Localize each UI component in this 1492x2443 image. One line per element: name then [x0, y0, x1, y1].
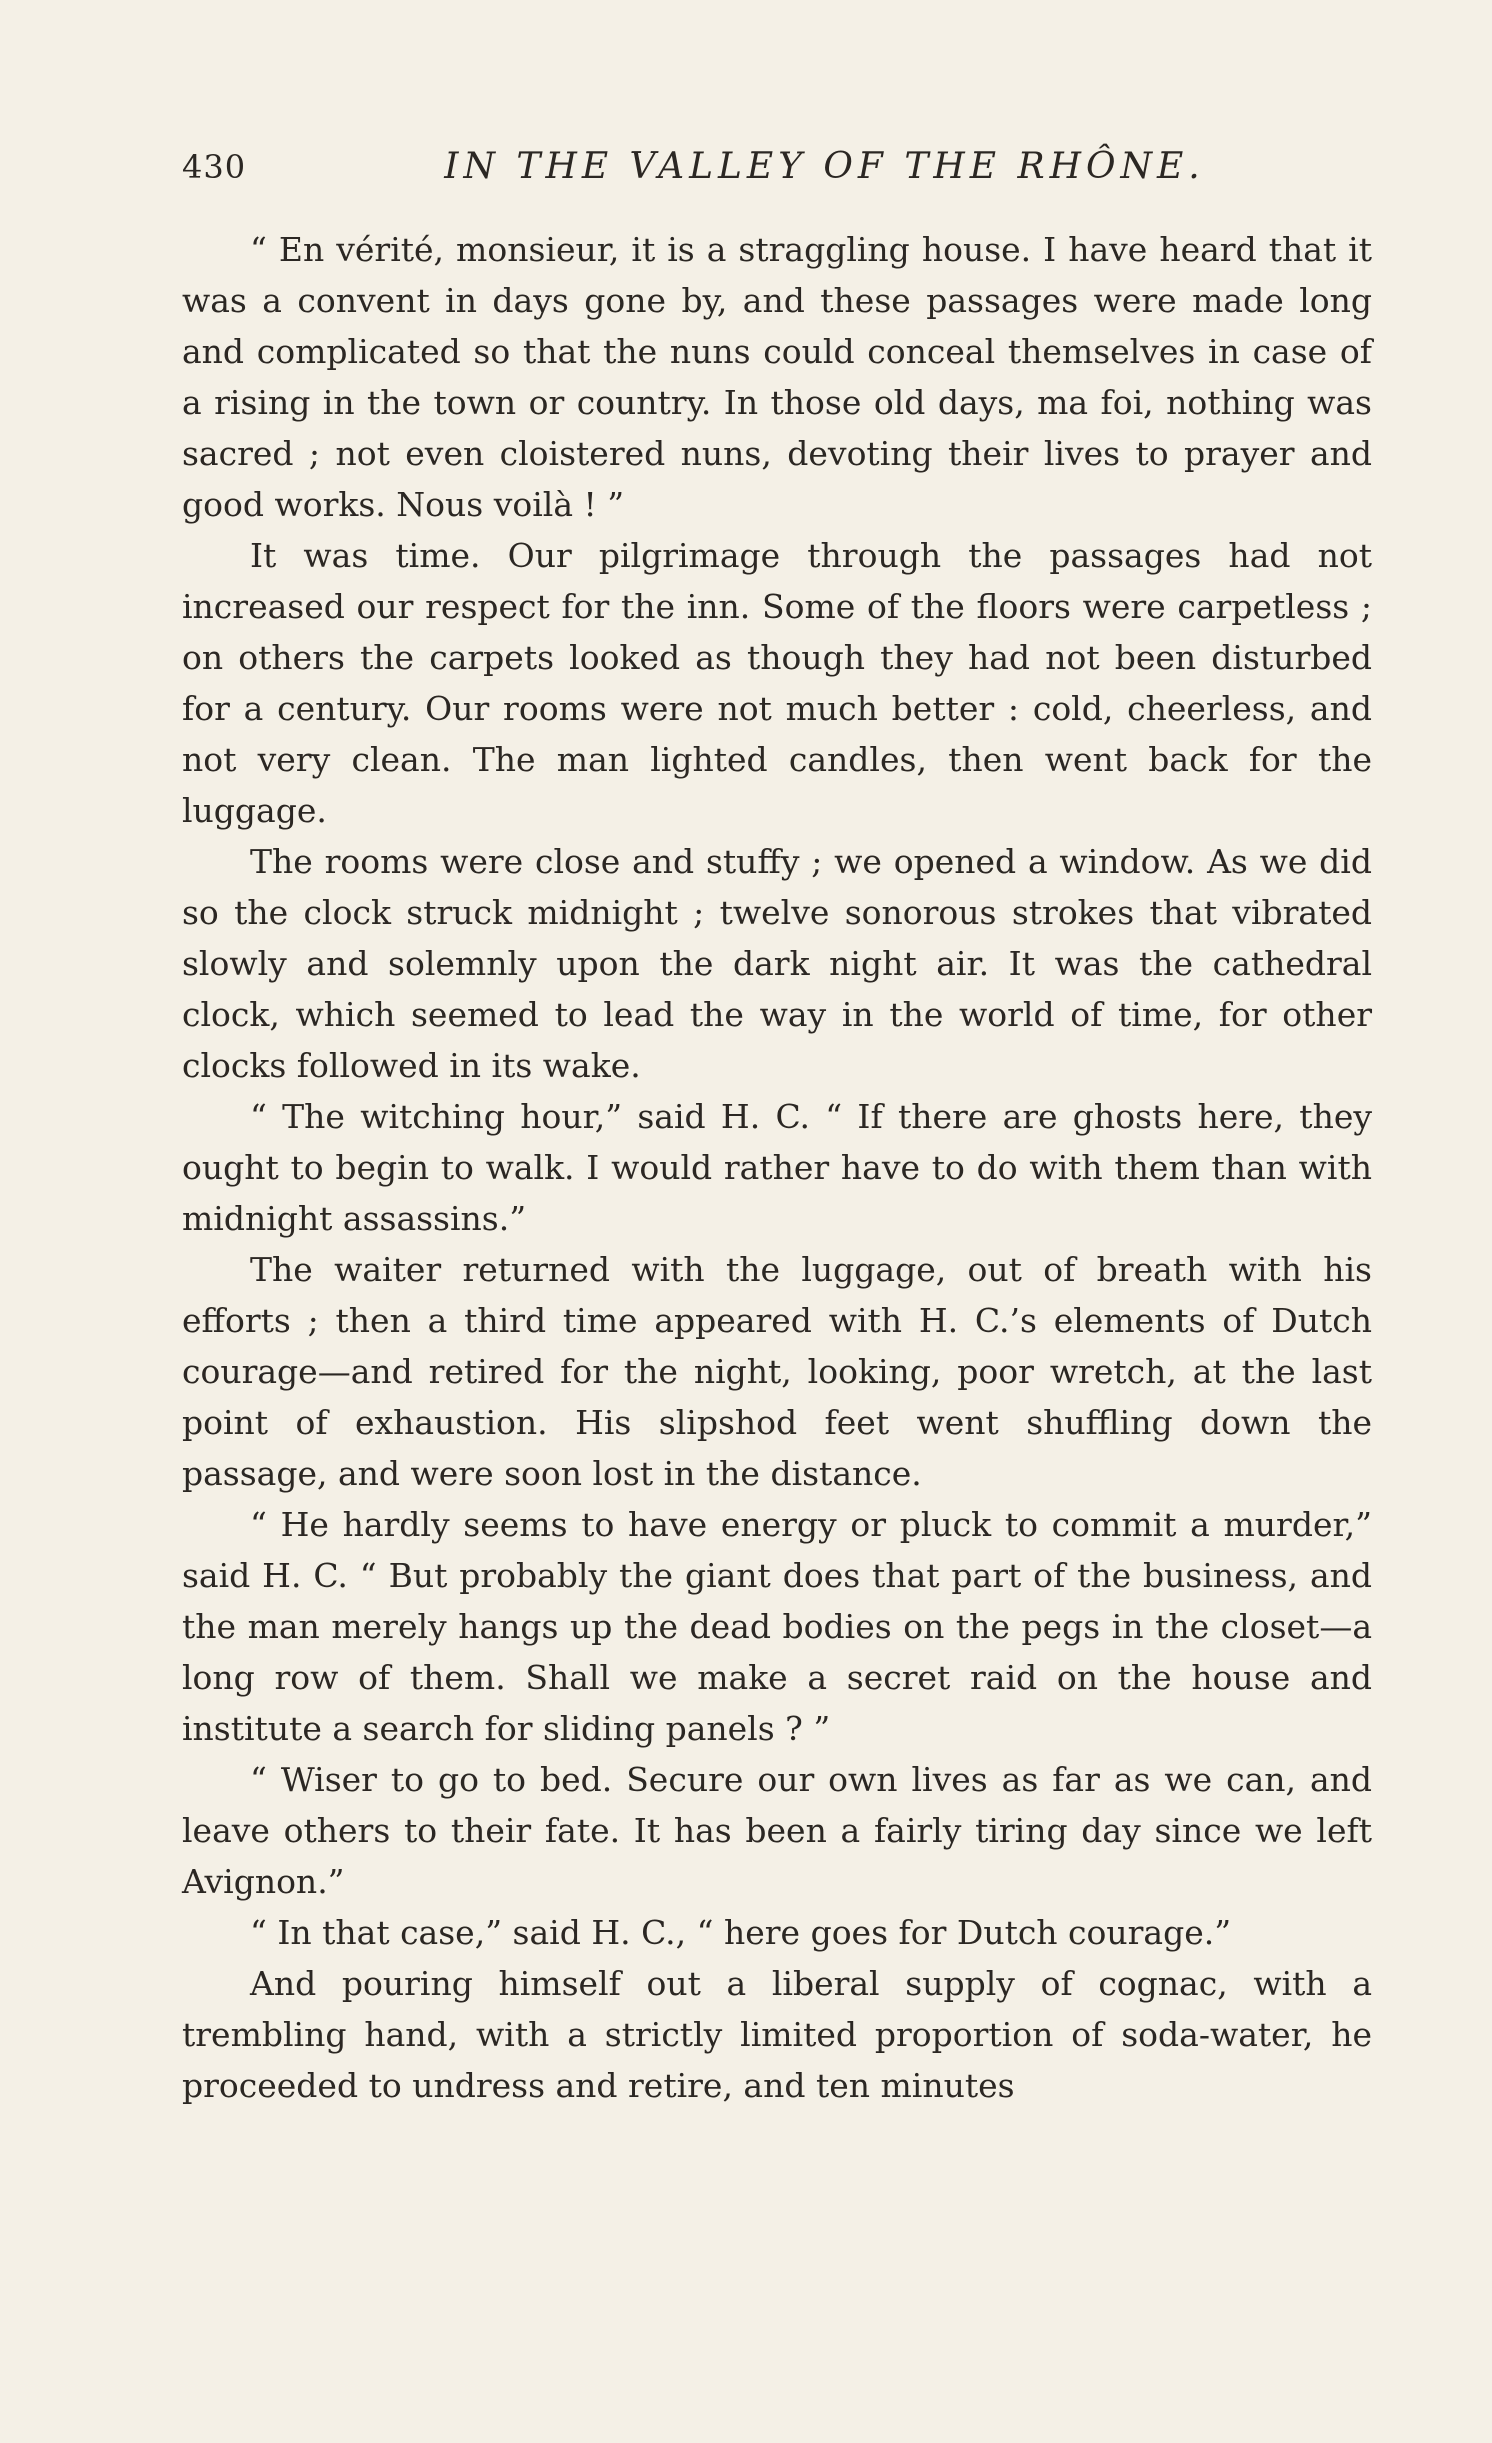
paragraph-7: “ Wiser to go to bed. Secure our own lives as far as we can, and leave others to their fate. It has been a fairly tiring day since we left Avignon.” [182, 1760, 1372, 1901]
paragraph-2: It was time. Our pilgrimage through the passages had not increased our respect for the inn. Some of the floors were carpetless ; on others the carpets looked as though they had not been disturbed for a century. Our rooms were not much better : cold, cheerless, and not very clean. The man lighted candles, then went back for the luggage. [182, 536, 1372, 830]
paragraph-1: “ En vérité, monsieur, it is a straggling house. I have heard that it was a convent in days gone by, and these passages were made long and complicated so that the nuns could conceal themselves in case of a rising in the town or country. In those old days, ma foi, nothing was sacred ; not even cloistered nuns, devoting their lives to prayer and good works. Nous voilà ! ” [182, 230, 1372, 524]
paragraph-4: “ The witching hour,” said H. C. “ If there are ghosts here, they ought to begin to walk. I would rather have to do with them than with midnight assassins.” [182, 1097, 1372, 1238]
page-header [182, 140, 1372, 200]
paragraph-9: And pouring himself out a liberal supply of cognac, with a trembling hand, with a strictly limited proportion of soda-water, he proceeded to undress and retire, and ten minutes [182, 1964, 1372, 2105]
running-title: IN THE VALLEY OF THE RHÔNE. [444, 146, 1205, 187]
body-text [182, 224, 1372, 2111]
paragraph-3: The rooms were close and stuffy ; we opened a window. As we did so the clock struck midnight ; twelve sonorous strokes that vibrated slowly and solemnly upon the dark night air. It was the cathedral clock, which seemed to lead the way in the world of time, for other clocks followed in its wake. [182, 842, 1372, 1085]
paragraph-6: “ He hardly seems to have energy or pluck to commit a murder,” said H. C. “ But probably the giant does that part of the business, and the man merely hangs up the dead bodies on the pegs in the closet—a long row of them. Shall we make a secret raid on the house and institute a search for sliding panels ? ” [182, 1505, 1372, 1748]
paragraph-5: The waiter returned with the luggage, out of breath with his efforts ; then a third time appeared with H. C.’s elements of Dutch courage—and retired for the night, looking, poor wretch, at the last point of exhaustion. His slipshod feet went shuffling down the passage, and were soon lost in the distance. [182, 1250, 1372, 1493]
page-number: 430 [182, 148, 247, 186]
paragraph-8: “ In that case,” said H. C., “ here goes for Dutch courage.” [250, 1913, 1232, 1952]
